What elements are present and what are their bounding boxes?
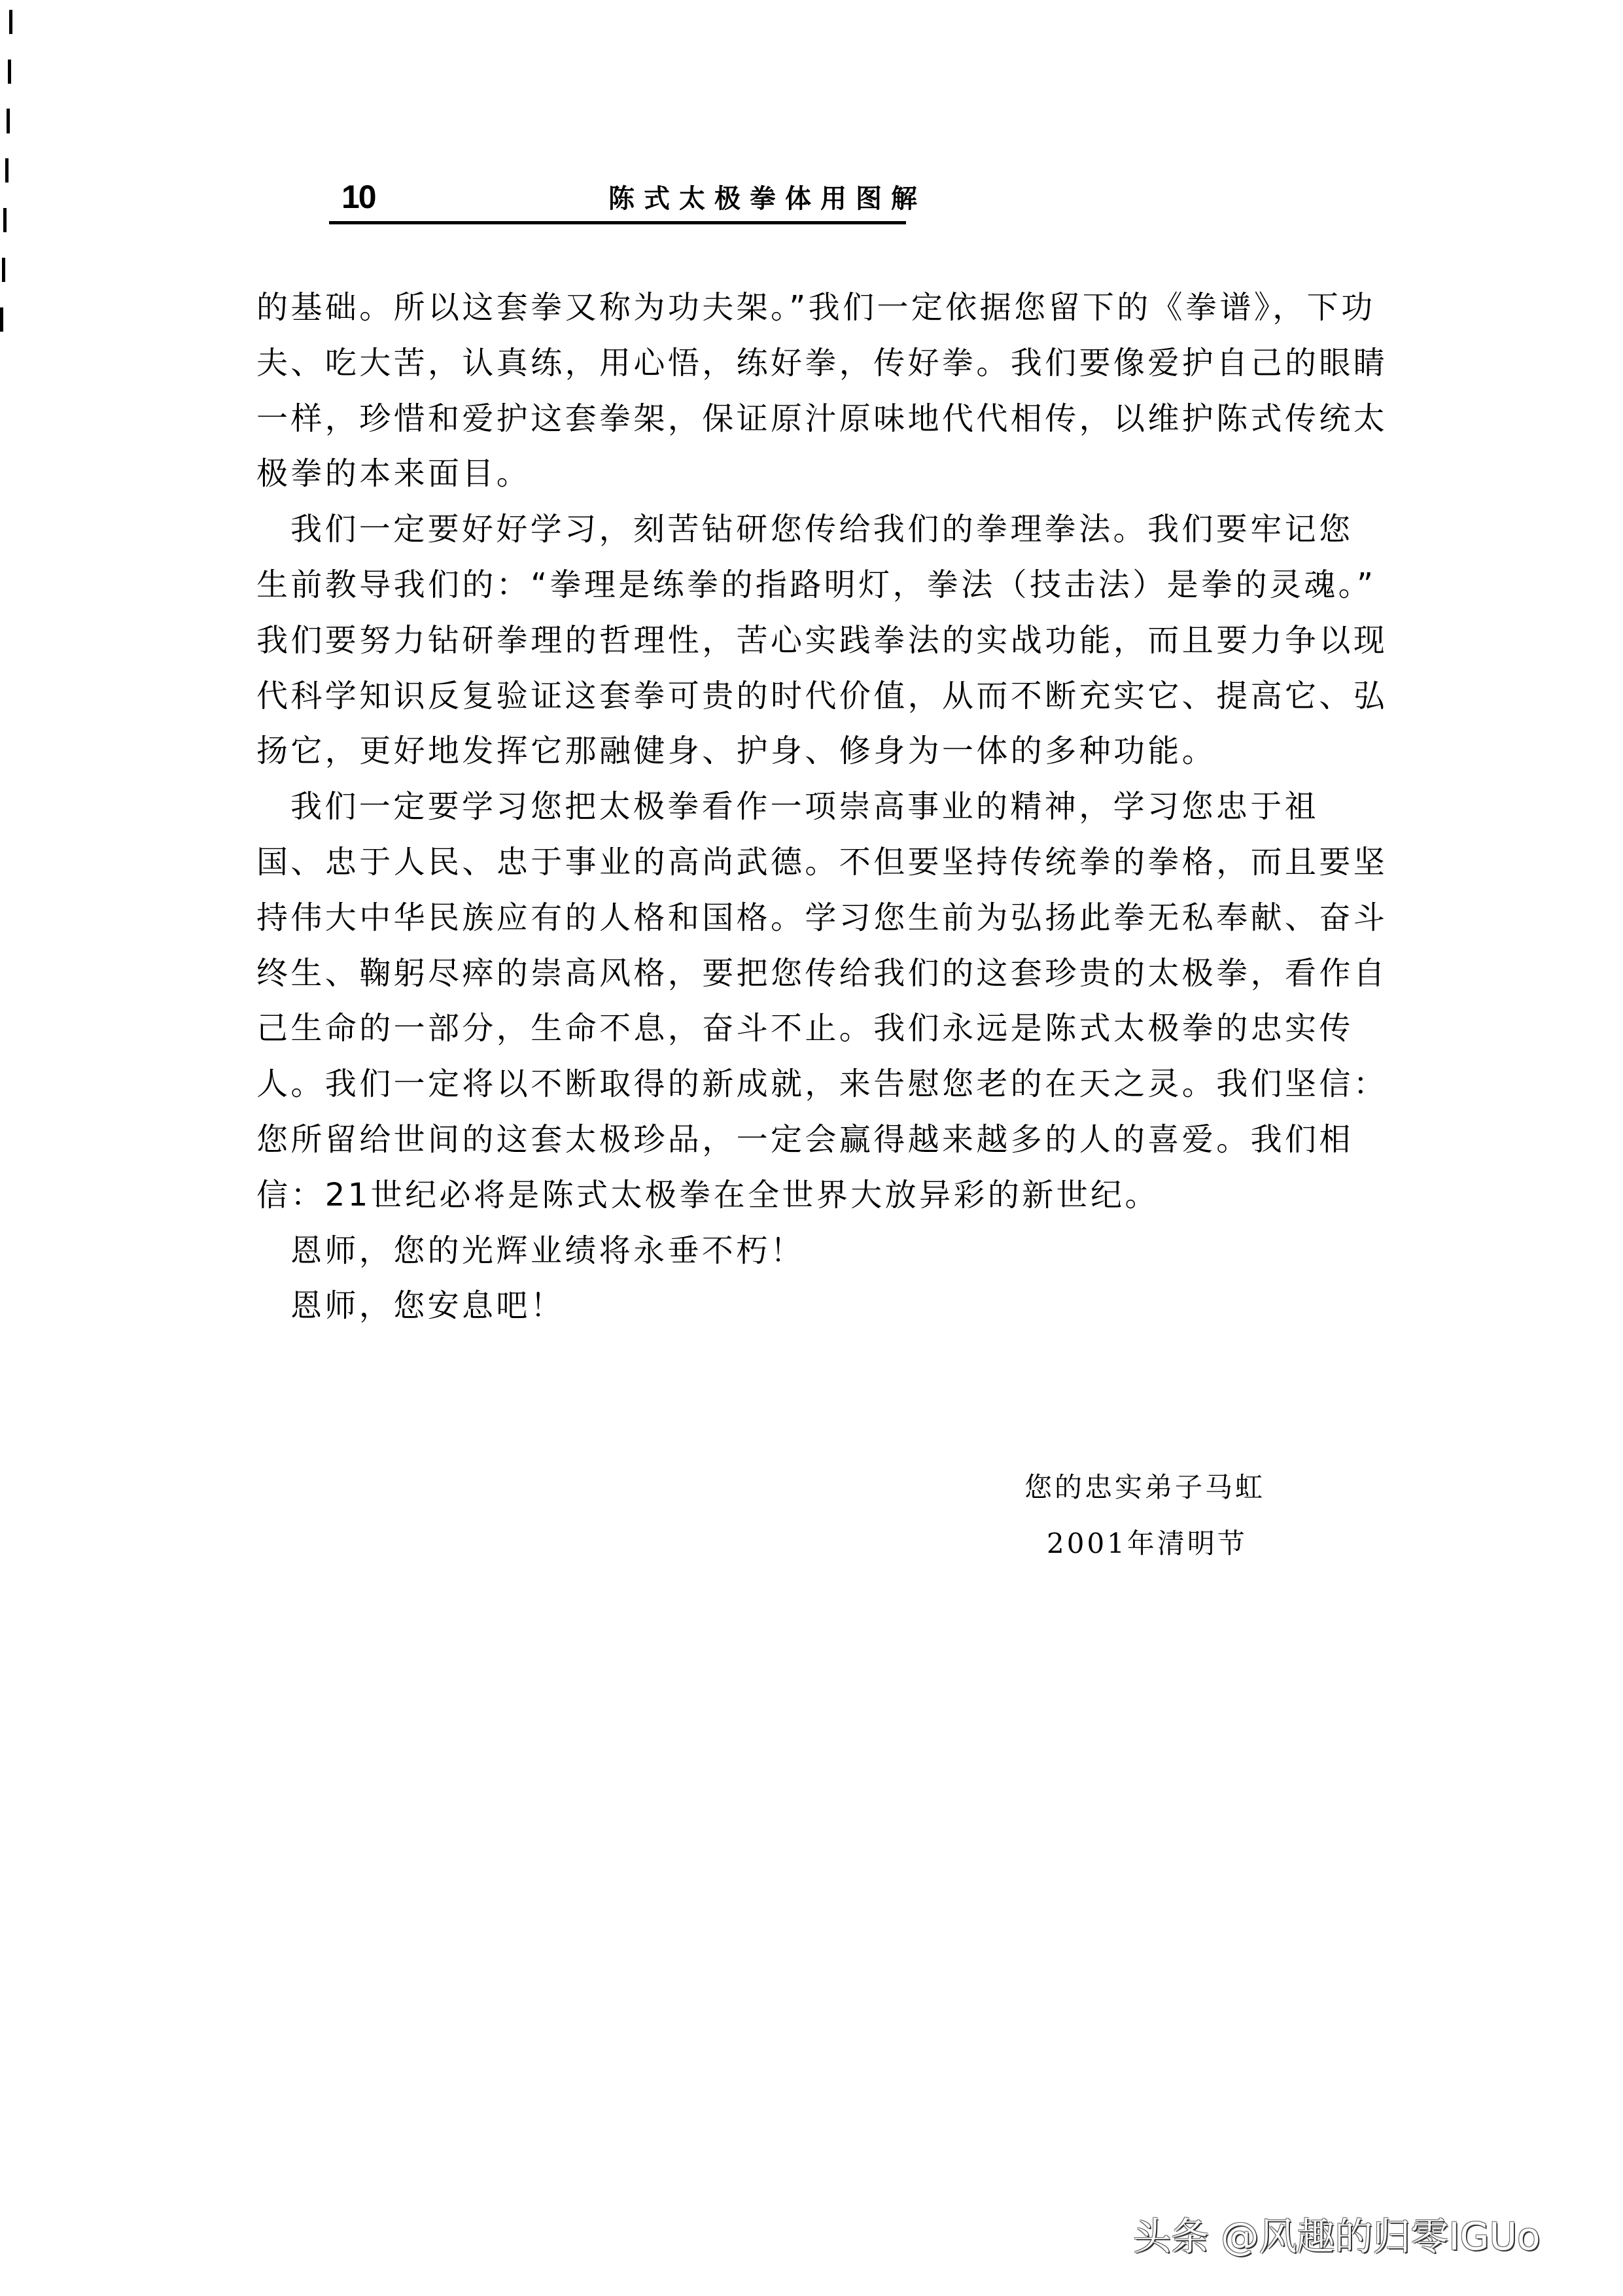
scan-edge-mark — [0, 307, 3, 332]
text-line: 持伟大中华民族应有的人格和国格。学习您生前为弘扬此拳无私奉献、奋斗 — [256, 899, 1388, 936]
text-line: 恩师，您安息吧！ — [290, 1287, 565, 1325]
text-line: 信：21世纪必将是陈式太极拳在全世界大放异彩的新世纪。 — [256, 1176, 1159, 1213]
scan-edge-mark — [2, 258, 5, 282]
scan-edge-mark — [3, 208, 7, 232]
text-line: 夫、吃大苦，认真练，用心悟，练好拳，传好拳。我们要像爱护自己的眼睛 — [256, 344, 1388, 381]
scan-edge-mark — [8, 60, 11, 84]
text-line: 终生、鞠躬尽瘁的崇高风格，要把您传给我们的这套珍贵的太极拳，看作自 — [256, 954, 1388, 992]
text-line: 您所留给世间的这套太极珍品，一定会赢得越来越多的人的喜爱。我们相 — [256, 1121, 1353, 1158]
text-line: 的基础。所以这套拳又称为功夫架。”我们一定依据您留下的《拳谱》，下功 — [256, 289, 1376, 326]
text-line: 我们要努力钻研拳理的哲理性，苦心实践拳法的实战功能，而且要力争以现 — [256, 621, 1388, 659]
scan-edge-mark — [7, 109, 10, 133]
signature-date: 2001年清明节 — [1047, 1527, 1248, 1559]
text-line: 己生命的一部分，生命不息，奋斗不止。我们永远是陈式太极拳的忠实传 — [256, 1010, 1353, 1047]
signature: 您的忠实弟子马虹 — [1024, 1471, 1266, 1503]
scan-edge-mark — [5, 158, 9, 183]
watermark: 头条 @风趣的归零IGUo — [1133, 2214, 1541, 2259]
text-line: 我们一定要学习您把太极拳看作一项崇高事业的精神，学习您忠于祖 — [290, 788, 1319, 826]
page-number: 10 — [341, 179, 375, 215]
body-text — [256, 288, 1388, 1342]
text-line: 极拳的本来面目。 — [256, 455, 531, 493]
text-line: 扬它，更好地发挥它那融健身、护身、修身为一体的多种功能。 — [256, 733, 1217, 770]
text-line: 我们一定要好好学习，刻苦钻研您传给我们的拳理拳法。我们要牢记您 — [290, 511, 1353, 548]
text-line: 代科学知识反复验证这套拳可贵的时代价值，从而不断充实它、提高它、弘 — [256, 677, 1388, 714]
text-line: 人。我们一定将以不断取得的新成就，来告慰您老的在天之灵。我们坚信： — [256, 1066, 1388, 1103]
header-rule — [329, 221, 906, 224]
text-line: 恩师，您的光辉业绩将永垂不朽！ — [290, 1232, 805, 1269]
running-header-title: 陈式太极拳体用图解 — [608, 184, 926, 214]
text-line: 国、忠于人民、忠于事业的高尚武德。不但要坚持传统拳的拳格，而且要坚 — [256, 843, 1388, 880]
scan-edge-mark — [9, 10, 12, 34]
text-line: 生前教导我们的：“拳理是练拳的指路明灯，拳法（技击法）是拳的灵魂。” — [256, 566, 1376, 603]
text-line: 一样，珍惜和爱护这套拳架，保证原汁原味地代代相传，以维护陈式传统太 — [256, 400, 1388, 437]
